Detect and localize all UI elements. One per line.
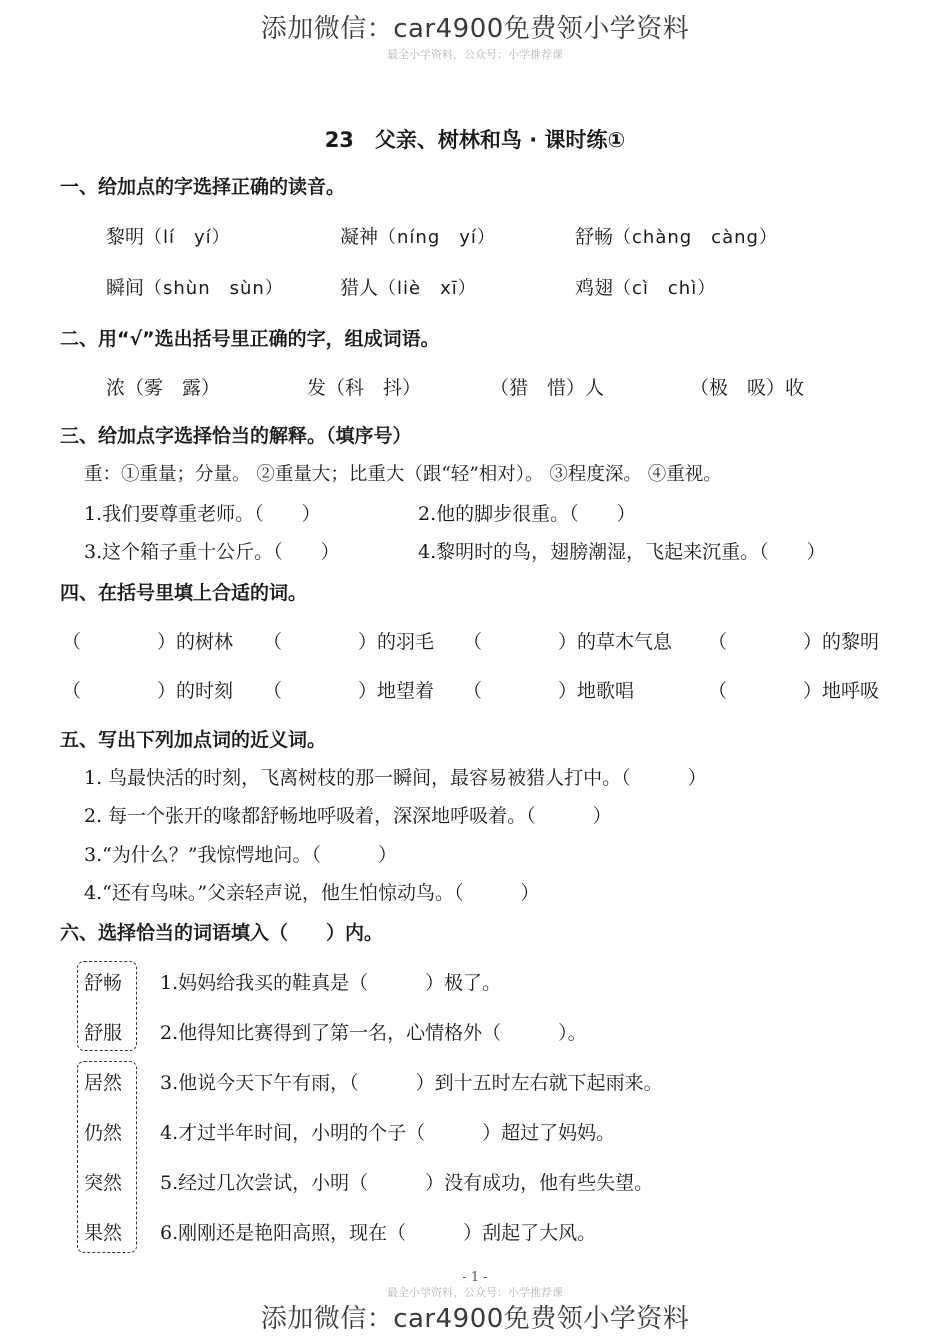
s6-item-2: 2.他得知比赛得到了第一名，心情格外（ ）。 bbox=[160, 1022, 587, 1044]
s6-item-1: 1.妈妈给我买的鞋真是（ ）极了。 bbox=[160, 972, 502, 994]
faint-footer-text: 最全小学资料，公众号：小学推荐课 bbox=[387, 1286, 563, 1299]
s1-options: （cì chì） bbox=[613, 278, 717, 299]
section-6-heading: 六、选择恰当的词语填入（ ）内。 bbox=[60, 922, 384, 944]
s5-item-4: 4.“还有鸟味。”父亲轻声说，他生怕惊动鸟。（ ） bbox=[84, 882, 540, 904]
s1-item-5 bbox=[340, 273, 477, 300]
s4-blank: （ ）的时刻 bbox=[62, 680, 234, 702]
s3-question-3: 3.这个箱子重十公斤。（ ） bbox=[84, 541, 340, 563]
s4-blank: （ ）的羽毛 bbox=[263, 631, 435, 653]
s1-options: （liè xī） bbox=[378, 278, 477, 299]
s6-item-6: 6.刚刚还是艳阳高照，现在（ ）刮起了大风。 bbox=[160, 1222, 597, 1244]
box-word: 仍然 bbox=[84, 1122, 123, 1144]
box-word: 突然 bbox=[84, 1172, 123, 1194]
s6-item-4: 4.才过半年时间，小明的个子（ ）超过了妈妈。 bbox=[160, 1122, 616, 1144]
s2-item-1: 浓（雾 露） bbox=[106, 377, 221, 399]
s1-options: （níng yí） bbox=[378, 227, 496, 248]
section-4-heading: 四、在括号里填上合适的词。 bbox=[60, 582, 308, 604]
s3-question-2: 2.他的脚步很重。（ ） bbox=[418, 503, 636, 525]
s5-item-3: 3.“为什么？”我惊愕地问。（ ） bbox=[84, 844, 398, 866]
s4-blank: （ ）地望着 bbox=[263, 680, 435, 702]
section-3-heading: 三、给加点字选择恰当的解释。（填序号） bbox=[60, 425, 412, 447]
box-word: 果然 bbox=[84, 1222, 123, 1244]
s6-item-3: 3.他说今天下午有雨，（ ）到十五时左右就下起雨来。 bbox=[160, 1072, 663, 1094]
s1-item-1 bbox=[106, 222, 231, 249]
s1-options: （chàng càng） bbox=[613, 227, 778, 248]
s1-item-4 bbox=[106, 273, 284, 300]
s5-item-1: 1. 鸟最快活的时刻，飞离树枝的那一瞬间，最容易被猎人打中。（ ） bbox=[84, 767, 707, 789]
s4-blank: （ ）地呼吸 bbox=[708, 680, 880, 702]
s4-blank: （ ）的黎明 bbox=[708, 631, 880, 653]
section-5-heading: 五、写出下列加点词的近义词。 bbox=[60, 729, 327, 751]
watermark-top: 添加微信：car4900免费领小学资料 bbox=[260, 14, 690, 44]
s4-blank: （ ）地歌唱 bbox=[463, 680, 635, 702]
s1-word: 舒畅 bbox=[575, 226, 614, 248]
s1-item-2 bbox=[340, 222, 496, 249]
s5-item-2: 2. 每一个张开的喙都舒畅地呼吸着，深深地呼吸着。（ ） bbox=[84, 805, 612, 827]
box-word: 舒畅 bbox=[84, 972, 123, 994]
s3-question-1: 1.我们要尊重老师。（ ） bbox=[84, 503, 321, 525]
s1-word: 瞬间 bbox=[106, 277, 145, 299]
section-2-heading: 二、用“√”选出括号里正确的字，组成词语。 bbox=[60, 328, 440, 350]
s1-word: 凝神 bbox=[340, 226, 379, 248]
s1-options: （shùn sùn） bbox=[144, 278, 284, 299]
s6-item-5: 5.经过几次尝试，小明（ ）没有成功，他有些失望。 bbox=[160, 1172, 654, 1194]
s1-item-6 bbox=[575, 273, 716, 300]
page-title: 23 父亲、树林和鸟 · 课时练① bbox=[324, 128, 626, 152]
s1-word: 猎人 bbox=[340, 277, 379, 299]
faint-header-text: 最全小学资料，公众号：小学推荐课 bbox=[387, 48, 563, 61]
s1-options: （lí yí） bbox=[144, 227, 231, 248]
s1-item-3 bbox=[575, 222, 778, 249]
s4-blank: （ ）的草木气息 bbox=[463, 631, 673, 653]
page-number: - 1 - bbox=[462, 1270, 488, 1285]
box-word: 居然 bbox=[84, 1072, 123, 1094]
s4-blank: （ ）的树林 bbox=[62, 631, 234, 653]
s2-item-2: 发（科 抖） bbox=[307, 377, 422, 399]
s1-word: 鸡翅 bbox=[575, 277, 614, 299]
s1-word: 黎明 bbox=[106, 226, 145, 248]
section-1-heading: 一、给加点的字选择正确的读音。 bbox=[60, 176, 346, 198]
s2-item-4: （极 吸）收 bbox=[690, 377, 805, 399]
s3-definitions: 重：①重量；分量。 ②重量大；比重大（跟“轻”相对）。 ③程度深。 ④重视。 bbox=[84, 464, 722, 485]
box-word: 舒服 bbox=[84, 1022, 123, 1044]
watermark-bottom: 添加微信：car4900免费领小学资料 bbox=[260, 1304, 690, 1334]
s2-item-3: （猎 惜）人 bbox=[490, 377, 605, 399]
s3-question-4: 4.黎明时的鸟，翅膀潮湿，飞起来沉重。（ ） bbox=[418, 541, 826, 563]
